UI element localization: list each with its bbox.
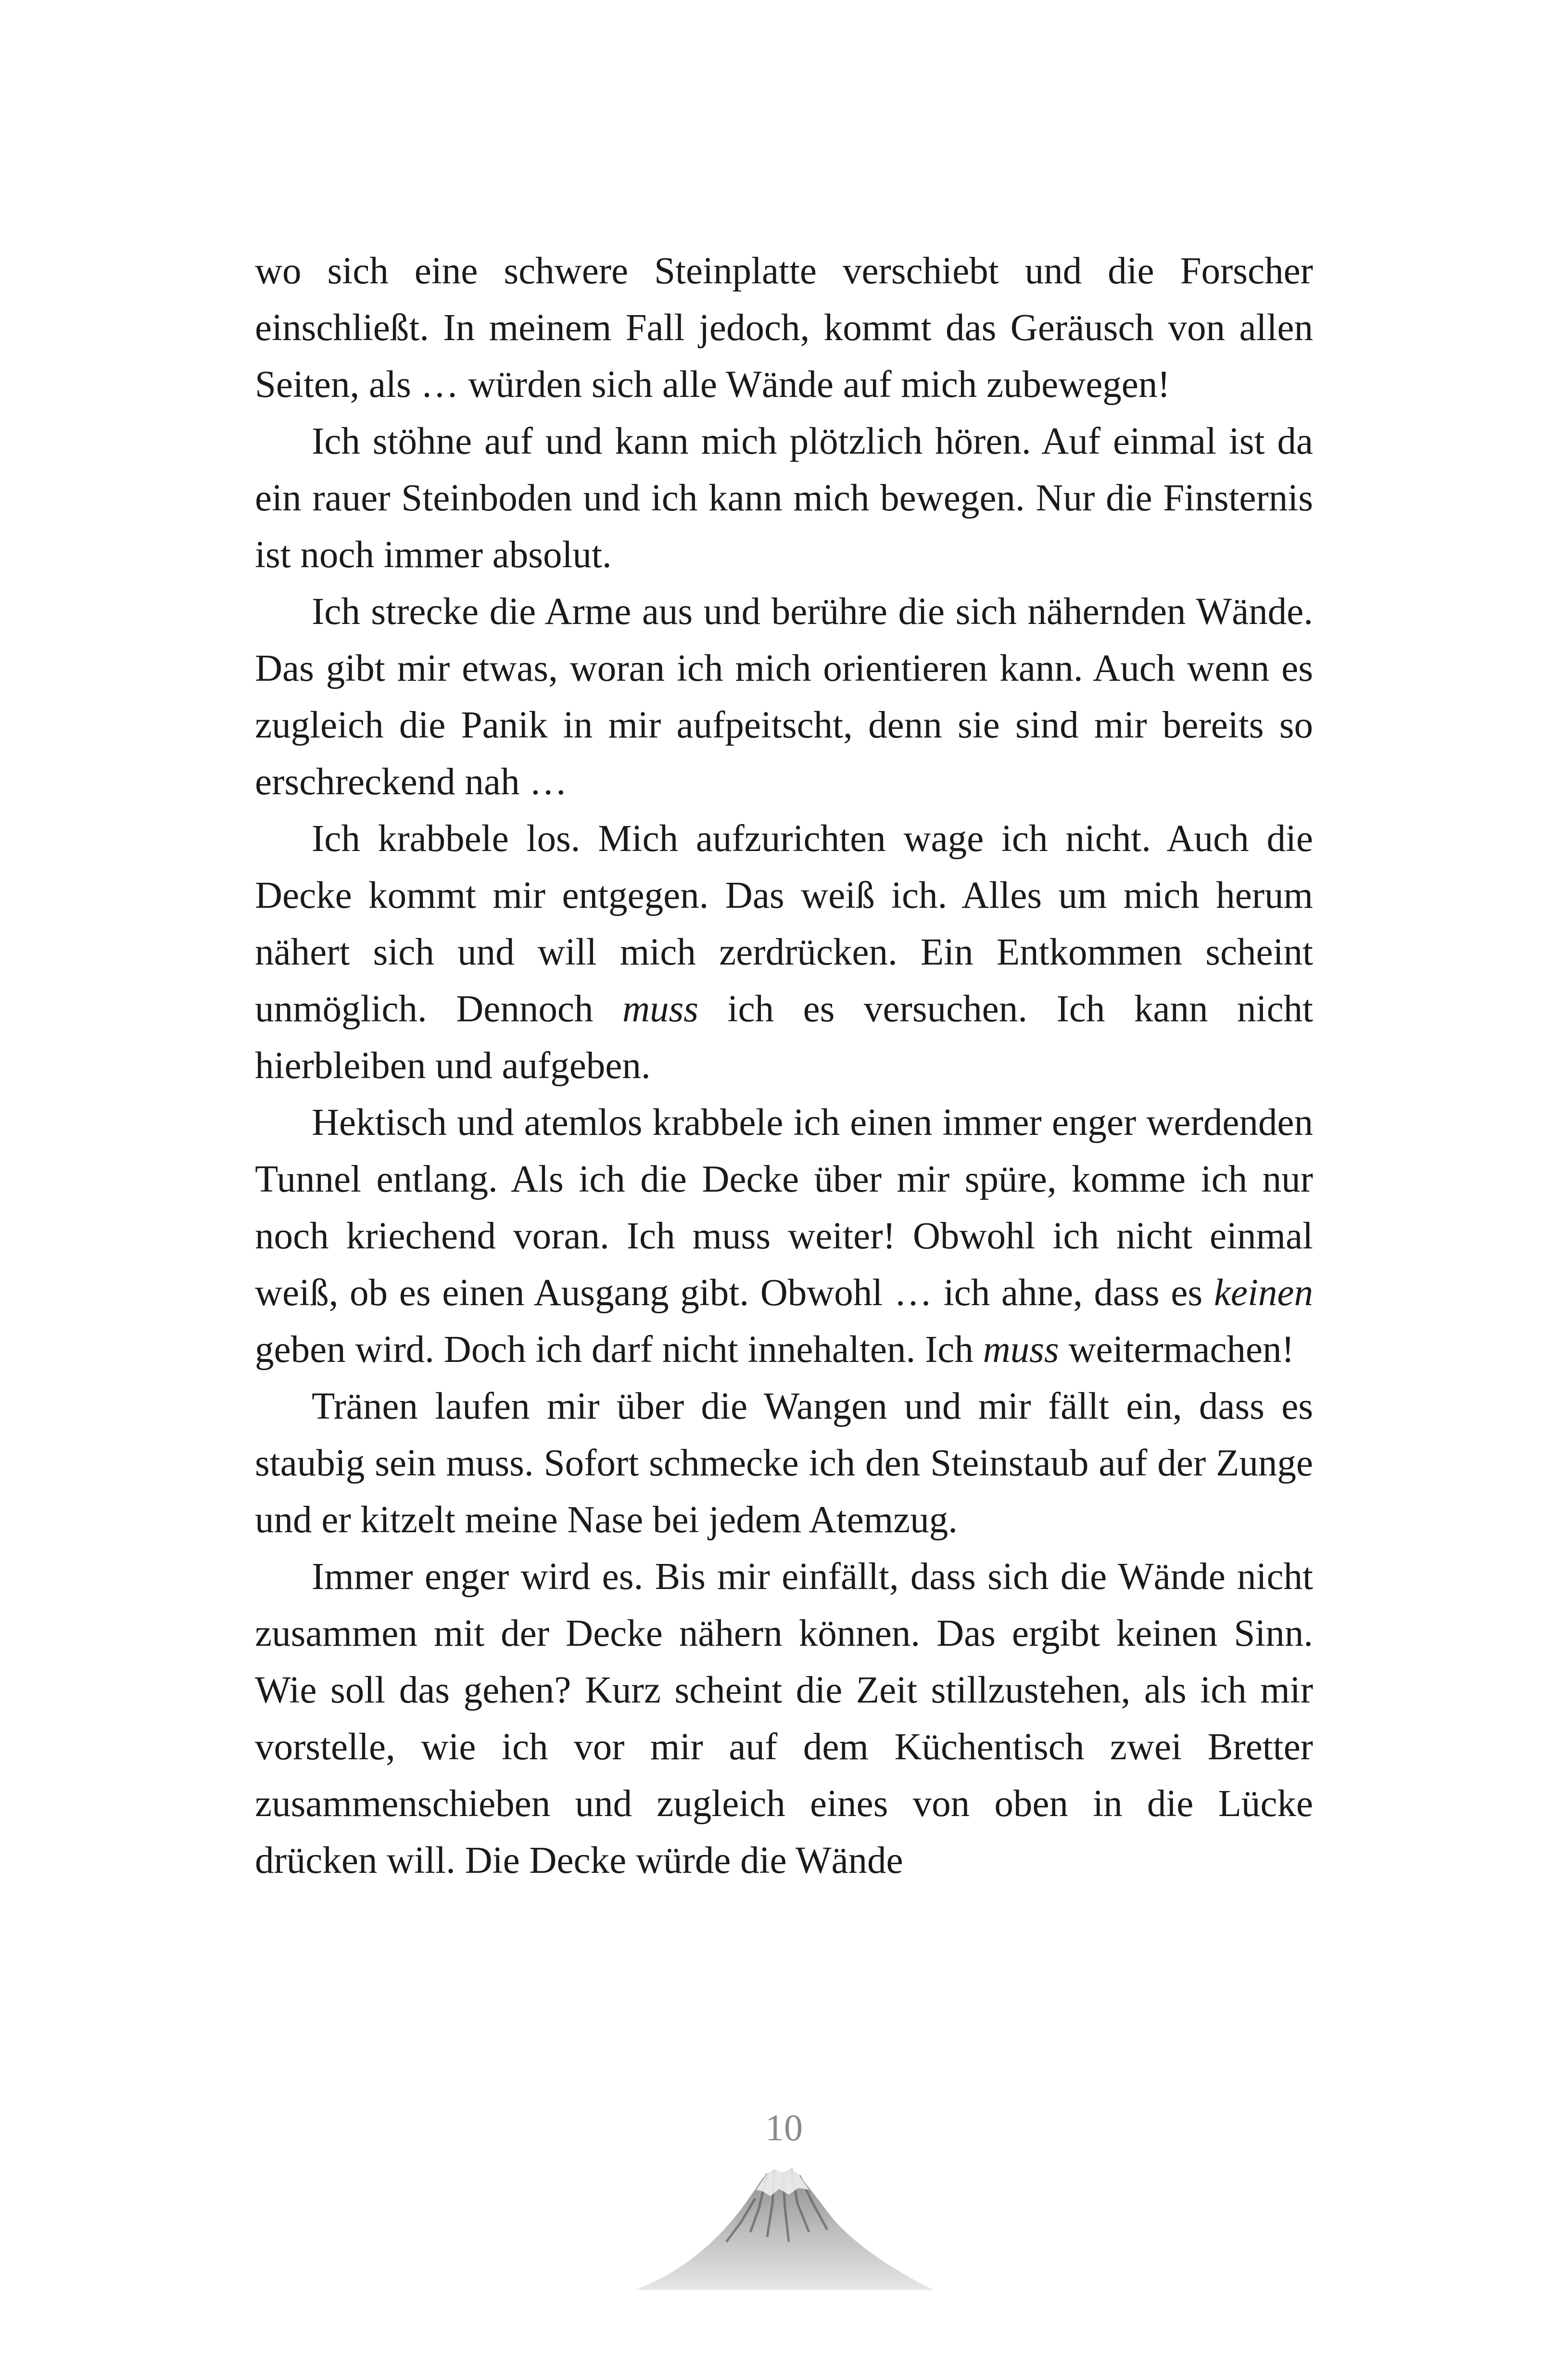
paragraph: Ich strecke die Arme aus und berühre die sich nähernden Wände. Das gibt mir etwas, woran ich mich orientieren kann. Auch wenn es zugleich die Panik in mir aufpeitscht, denn sie sind mir bereits so erschreckend nah … [255, 591, 1313, 803]
paragraph [255, 1094, 1313, 1378]
page-body [255, 243, 1313, 1889]
text-run: Hektisch und atemlos krabbele ich einen immer enger werdenden Tunnel entlang. Als ich die Decke über mir spüre, komme ich nur noch kriechend voran. Ich muss weiter! Obwohl ich nicht einmal weiß, ob es einen Ausgang gibt. Obwohl … ich ahne, dass es [255, 1102, 1313, 1314]
paragraph: Ich stöhne auf und kann mich plötzlich hören. Auf einmal ist da ein rauer Steinboden und ich kann mich bewegen. Nur die Finsternis ist noch immer absolut. [255, 420, 1313, 576]
paragraph: Tränen laufen mir über die Wangen und mir fällt ein, dass es staubig sein muss. Sofort schmecke ich den Steinstaub auf der Zunge und er kitzelt meine Nase bei jedem Atemzug. [255, 1385, 1313, 1541]
paragraph [255, 811, 1313, 1094]
mountain-icon [630, 2150, 938, 2295]
emphasis: keinen [1214, 1272, 1313, 1314]
paragraph: wo sich eine schwere Steinplatte verschiebt und die Forscher einschließt. In meinem Fall jedoch, kommt das Geräusch von allen Seiten, als … würden sich alle Wände auf mich zubewegen! [255, 250, 1313, 406]
text-run: Ich krabbele los. Mich aufzurichten wage ich nicht. Auch die Decke kommt mir entgegen. Das weiß ich. Alles um mich herum nähert sich und will mich zerdrücken. Ein Entkommen scheint unmöglich. Dennoch [255, 818, 1313, 1030]
text-run: weitermachen! [1059, 1329, 1294, 1371]
text-run: geben wird. Doch ich darf nicht innehalten. Ich [255, 1329, 983, 1371]
paragraph: Immer enger wird es. Bis mir einfällt, dass sich die Wände nicht zusammen mit der Decke nähern können. Das ergibt keinen Sinn. Wie soll das gehen? Kurz scheint die Zeit stillzustehen, als ich mir vorstelle, wie ich vor mir auf dem Küchentisch zwei Bretter zusammenschieben und zugleich eines von oben in die Lücke drücken will. Die Decke würde die Wände [255, 1556, 1313, 1881]
emphasis: muss [983, 1329, 1059, 1371]
page-number: 10 [765, 2107, 803, 2148]
text-run: ich es versuchen. Ich kann nicht hierbleiben und aufgeben. [255, 988, 1313, 1087]
emphasis: muss [622, 988, 698, 1030]
